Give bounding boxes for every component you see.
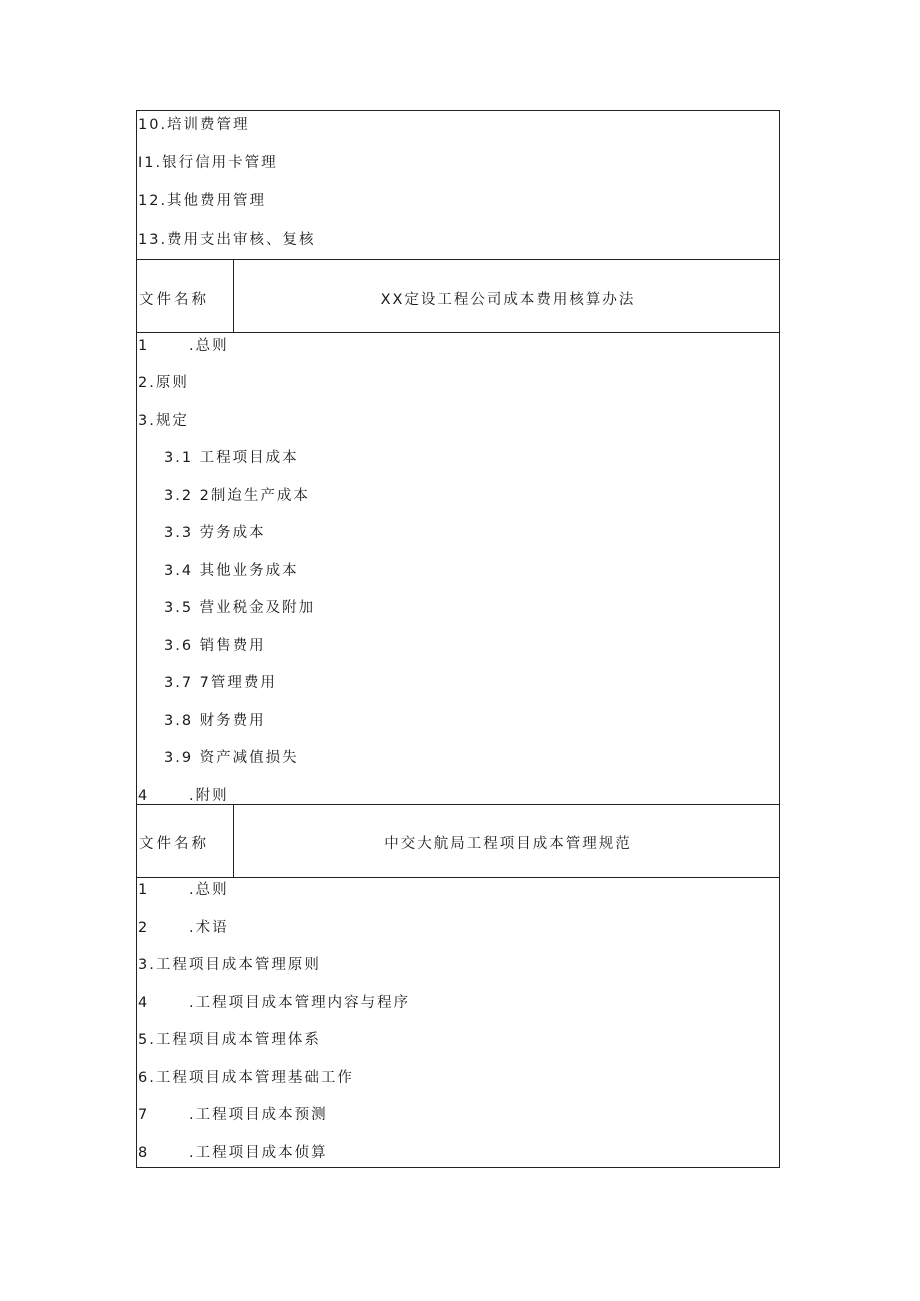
item-number: 1 (138, 882, 150, 898)
file-name-label: 文件名称 (139, 836, 209, 852)
sub-item: 3.3 劳务成本 (164, 525, 266, 541)
item-number: 4 (138, 788, 150, 804)
item-text: .总则 (189, 882, 229, 898)
list-item: 3.规定 (138, 413, 189, 429)
list-item: 5.工程项目成本管理体系 (138, 1032, 321, 1048)
item-number: 1 (138, 338, 150, 354)
row-divider (137, 877, 779, 878)
document-title: 中交大航局工程项目成本管理规范 (384, 836, 632, 852)
sub-item: 3.6 销售费用 (164, 638, 266, 654)
list-item: 6.工程项目成本管理基础工作 (138, 1070, 354, 1086)
item-text: .工程项目成本预测 (189, 1107, 328, 1123)
item-number: 8 (138, 1145, 150, 1161)
item-text: .附则 (189, 788, 229, 804)
list-item: 12.其他费用管理 (138, 193, 267, 209)
list-item: 13.费用支出审核、复核 (138, 232, 316, 248)
item-number: 4 (138, 995, 150, 1011)
sub-item: 3.4 其他业务成本 (164, 563, 299, 579)
document-table (136, 110, 780, 1168)
file-name-label: 文件名称 (139, 292, 209, 308)
sub-item: 3.1 工程项目成本 (164, 450, 299, 466)
sub-item: 3.2 2制迨生产成本 (164, 488, 310, 504)
column-divider (233, 259, 234, 332)
item-text: .总则 (189, 338, 229, 354)
list-item: 3.工程项目成本管理原则 (138, 957, 321, 973)
sub-item: 3.8 财务费用 (164, 713, 266, 729)
sub-item: 3.9 资产减值损失 (164, 750, 299, 766)
sub-item: 3.7 7管理费用 (164, 675, 277, 691)
item-text: .工程项目成本管理内容与程序 (189, 995, 411, 1011)
row-divider (137, 332, 779, 333)
list-item: 2.原则 (138, 375, 189, 391)
list-item: I1.银行信用卡管理 (138, 155, 278, 171)
sub-item: 3.5 营业税金及附加 (164, 600, 316, 616)
item-number: 7 (138, 1107, 150, 1123)
column-divider (233, 804, 234, 877)
item-number: 2 (138, 920, 150, 936)
list-item: 10.培训费管理 (138, 117, 250, 133)
document-title: XX定设工程公司成本费用核算办法 (380, 292, 636, 308)
item-text: .工程项目成本侦算 (189, 1145, 328, 1161)
item-text: .术语 (189, 920, 229, 936)
